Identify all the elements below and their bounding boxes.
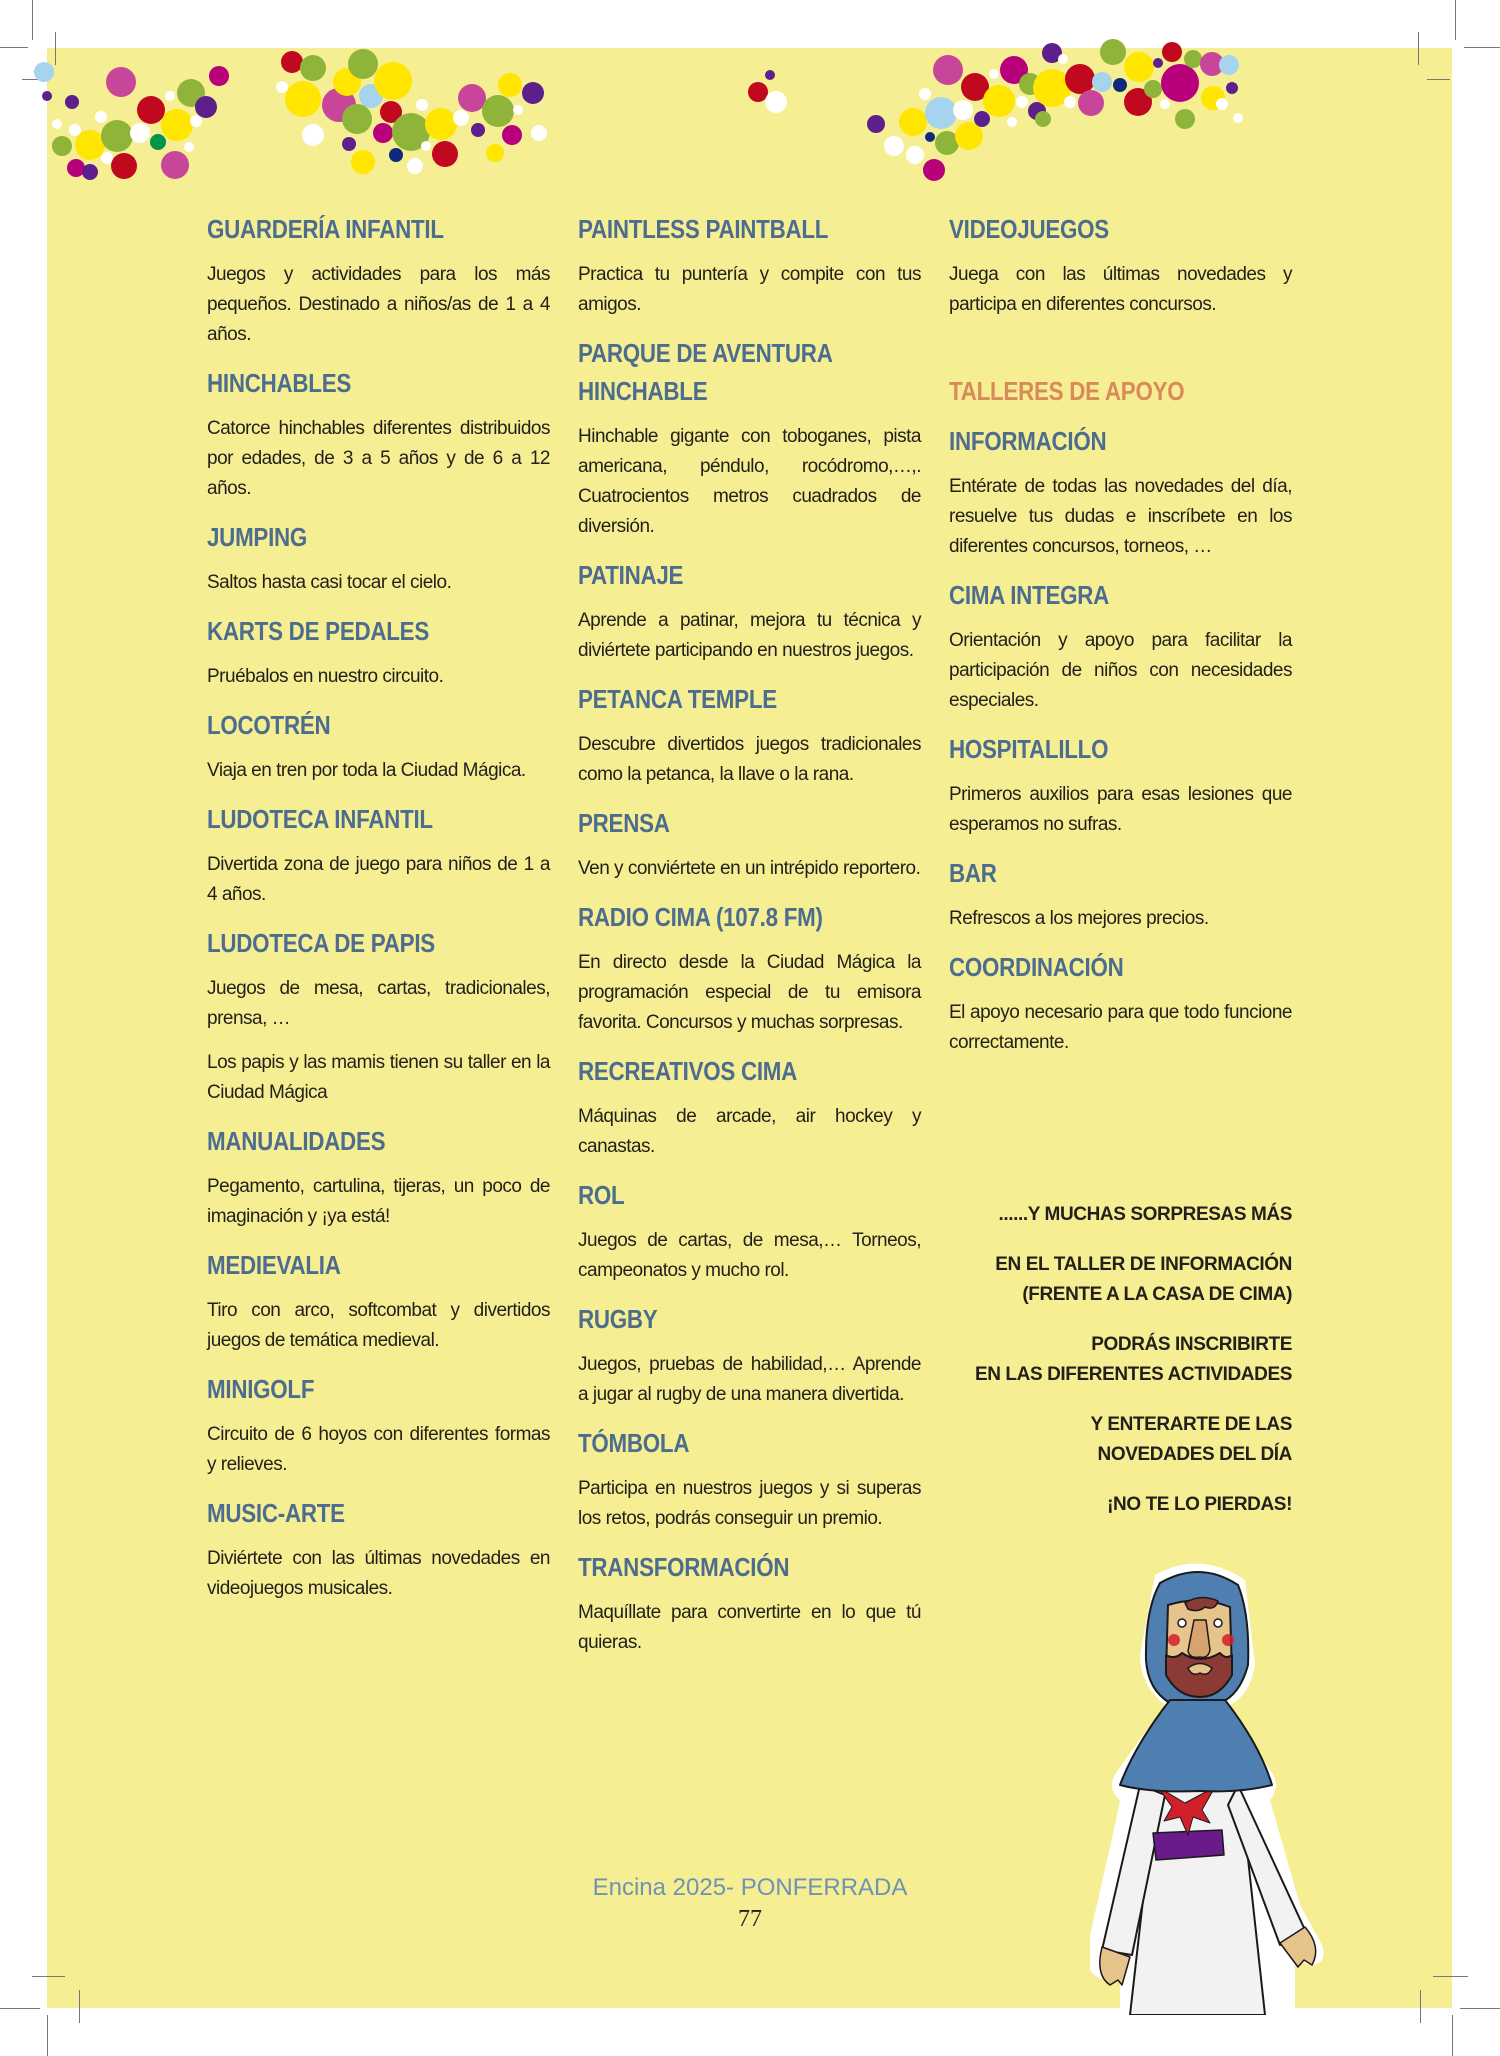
activity-title: KARTS DE PEDALES — [207, 616, 429, 646]
activity-description: Los papis y las mamis tienen su taller en la Ciudad Mágica — [207, 1052, 550, 1103]
activity-paintless-paintball — [578, 210, 921, 320]
activity-recreativos-cima — [578, 1052, 921, 1162]
activity-locotren — [207, 706, 550, 786]
workshop-informacion — [949, 422, 1292, 562]
crop-mark — [1460, 2008, 1500, 2009]
crop-mark — [22, 79, 44, 80]
templar-character-illustration — [1060, 1555, 1340, 2015]
activity-description: Saltos hasta casi tocar el cielo. — [207, 572, 452, 593]
activities-column-right — [949, 210, 1292, 1072]
workshop-description: Entérate de todas las novedades del día, resuelve tus dudas e inscríbete en los diferentes concursos, torneos, … — [949, 476, 1292, 557]
workshop-cima-integra — [949, 576, 1292, 716]
activity-tombola — [578, 1424, 921, 1534]
activity-description: Tiro con arco, softcombat y divertidos juegos de temática medieval. — [207, 1300, 550, 1351]
promo-line-part: EN EL TALLER DE INFORMACIÓN — [995, 1254, 1292, 1275]
activity-ludoteca-de-papis — [207, 924, 550, 1108]
workshop-description: Orientación y apoyo para facilitar la participación de niños con necesidades especiales. — [949, 630, 1292, 711]
workshop-title: INFORMACIÓN — [949, 426, 1107, 456]
activity-ludoteca-infantil — [207, 800, 550, 910]
workshop-title: CIMA INTEGRA — [949, 580, 1110, 610]
activity-description: Pegamento, cartulina, tijeras, un poco de imaginación y ¡ya está! — [207, 1176, 550, 1227]
promo-line — [949, 1250, 1292, 1310]
promo-line: ¡NO TE LO PIERDAS! — [1107, 1494, 1292, 1515]
activity-title: JUMPING — [207, 522, 308, 552]
activity-description: Aprende a patinar, mejora tu técnica y diviértete participando en nuestros juegos. — [578, 610, 921, 661]
activity-title: LOCOTRÉN — [207, 710, 331, 740]
activity-title: VIDEOJUEGOS — [949, 214, 1109, 244]
footer-brand: Encina 2025- PONFERRADA — [592, 1874, 908, 1901]
workshop-description: Primeros auxilios para esas lesiones que esperamos no sufras. — [949, 784, 1292, 835]
crop-mark — [47, 2015, 48, 2056]
activity-description: Hinchable gigante con toboganes, pista americana, péndulo, rocódromo,…,. Cuatrocientos metros cuadrados de diversión. — [578, 426, 921, 537]
activity-title: RADIO CIMA (107.8 FM) — [578, 902, 823, 932]
page-footer — [0, 1872, 1500, 1934]
crop-mark — [1427, 79, 1450, 80]
activity-medievalia — [207, 1246, 550, 1356]
activity-description: Maquíllate para convertirte en lo que tú quieras. — [578, 1602, 921, 1653]
activity-description: Divertida zona de juego para niños de 1 a 4 años. — [207, 854, 550, 905]
activity-description: Descubre divertidos juegos tradicionales como la petanca, la llave o la rana. — [578, 734, 921, 785]
activity-title: HINCHABLES — [207, 368, 352, 398]
workshop-hospitalillo — [949, 730, 1292, 840]
activity-title: RECREATIVOS CIMA — [578, 1056, 798, 1086]
activity-title: MEDIEVALIA — [207, 1250, 341, 1280]
crop-mark — [0, 2008, 40, 2009]
activity-guarderia-infantil — [207, 210, 550, 350]
activity-description: Pruébalos en nuestro circuito. — [207, 666, 444, 687]
promo-callout — [949, 1200, 1292, 1540]
activity-title: LUDOTECA DE PAPIS — [207, 928, 435, 958]
activity-title: PAINTLESS PAINTBALL — [578, 214, 829, 244]
activity-title: GUARDERÍA INFANTIL — [207, 214, 444, 244]
promo-line-part: Y ENTERARTE DE LAS — [1090, 1414, 1292, 1435]
activity-transformacion — [578, 1548, 921, 1658]
crop-mark — [32, 1976, 65, 1977]
workshop-title: COORDINACIÓN — [949, 952, 1124, 982]
promo-line-part: EN LAS DIFERENTES ACTIVIDADES — [974, 1364, 1292, 1385]
workshop-bar — [949, 854, 1292, 934]
activity-prensa — [578, 804, 921, 884]
workshop-title: BAR — [949, 858, 997, 888]
activity-title: PRENSA — [578, 808, 670, 838]
activity-karts-de-pedales — [207, 612, 550, 692]
crop-mark — [32, 0, 33, 40]
activity-title: TRANSFORMACIÓN — [578, 1552, 790, 1582]
crop-mark — [1455, 0, 1456, 40]
activities-column-middle — [578, 210, 921, 1672]
activity-title: TÓMBOLA — [578, 1428, 690, 1458]
activity-description: Ven y conviértete en un intrépido reportero. — [578, 858, 921, 879]
activity-patinaje — [578, 556, 921, 666]
activity-description: Diviértete con las últimas novedades en videojuegos musicales. — [207, 1548, 550, 1599]
section-title-talleres-de-apoyo: TALLERES DE APOYO — [949, 376, 1185, 406]
activity-description: Juega con las últimas novedades y participa en diferentes concursos. — [949, 264, 1292, 315]
activity-description: Circuito de 6 hoyos con diferentes formas y relieves. — [207, 1424, 550, 1475]
crop-mark — [55, 32, 56, 65]
page-number: 77 — [738, 1906, 762, 1932]
workshop-description: El apoyo necesario para que todo funcione correctamente. — [949, 1002, 1292, 1053]
promo-line-part: PODRÁS INSCRIBIRTE — [1091, 1334, 1292, 1355]
activities-column-left — [207, 210, 550, 1618]
promo-line — [949, 1330, 1292, 1390]
activity-title: ROL — [578, 1180, 625, 1210]
activity-description: Juegos y actividades para los más pequeños. Destinado a niños/as de 1 a 4 años. — [207, 264, 550, 345]
activity-rol — [578, 1176, 921, 1286]
activity-title: PETANCA TEMPLE — [578, 684, 777, 714]
activity-rugby — [578, 1300, 921, 1410]
crop-mark — [1433, 1976, 1468, 1977]
activity-description: Participa en nuestros juegos y si superas los retos, podrás conseguir un premio. — [578, 1478, 921, 1529]
activity-videojuegos — [949, 210, 1292, 320]
activity-minigolf — [207, 1370, 550, 1480]
activity-radio-cima — [578, 898, 921, 1038]
crop-mark — [1452, 2015, 1453, 2056]
activity-description: Viaja en tren por toda la Ciudad Mágica. — [207, 760, 526, 781]
activity-title: MUSIC-ARTE — [207, 1498, 345, 1528]
crop-mark — [0, 47, 28, 48]
promo-line — [949, 1410, 1292, 1470]
activity-hinchables — [207, 364, 550, 504]
promo-line-part: (FRENTE A LA CASA DE CIMA) — [1022, 1284, 1292, 1305]
activity-title: PARQUE DE AVENTURA HINCHABLE — [578, 338, 832, 406]
activity-title: PATINAJE — [578, 560, 684, 590]
activity-title: RUGBY — [578, 1304, 658, 1334]
activity-manualidades — [207, 1122, 550, 1232]
activity-description: En directo desde la Ciudad Mágica la programación especial de tu emisora favorita. Concursos y muchas sorpresas. — [578, 952, 921, 1033]
activity-jumping — [207, 518, 550, 598]
workshop-description: Refrescos a los mejores precios. — [949, 908, 1209, 929]
workshop-coordinacion — [949, 948, 1292, 1058]
activity-title: MANUALIDADES — [207, 1126, 386, 1156]
activity-music-arte — [207, 1494, 550, 1604]
workshop-title: HOSPITALILLO — [949, 734, 1109, 764]
activity-title: MINIGOLF — [207, 1374, 315, 1404]
crop-mark — [1464, 47, 1500, 48]
activity-description: Juegos de mesa, cartas, tradicionales, prensa, … — [207, 978, 550, 1029]
activity-description: Juegos de cartas, de mesa,… Torneos, campeonatos y mucho rol. — [578, 1230, 921, 1281]
activity-parque-de-aventura-hinchable — [578, 334, 921, 542]
promo-line-part: NOVEDADES DEL DÍA — [1097, 1444, 1292, 1465]
crop-mark — [1420, 1990, 1421, 2023]
activity-description: Catorce hinchables diferentes distribuidos por edades, de 3 a 5 años y de 6 a 12 años. — [207, 418, 550, 499]
crop-mark — [79, 1990, 80, 2023]
activity-description: Juegos, pruebas de habilidad,… Aprende a jugar al rugby de una manera divertida. — [578, 1354, 921, 1405]
promo-line: ......Y MUCHAS SORPRESAS MÁS — [998, 1204, 1292, 1225]
activity-description: Practica tu puntería y compite con tus amigos. — [578, 264, 921, 315]
activity-petanca-temple — [578, 680, 921, 790]
activity-title: LUDOTECA INFANTIL — [207, 804, 433, 834]
crop-mark — [1418, 32, 1419, 65]
activity-description: Máquinas de arcade, air hockey y canastas. — [578, 1106, 921, 1157]
